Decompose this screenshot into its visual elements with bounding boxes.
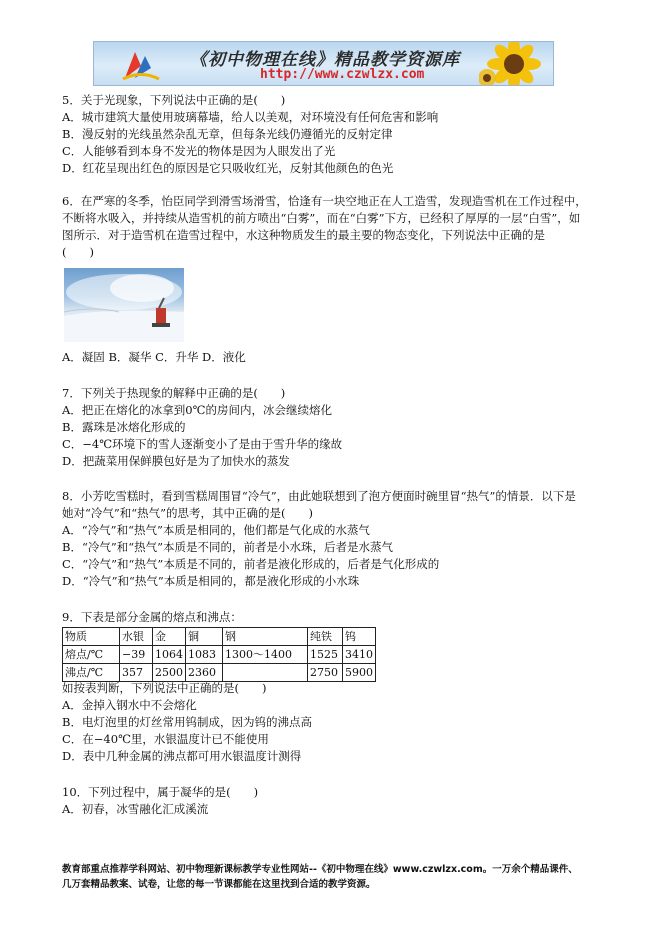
table-header-cell: 铜 (186, 628, 223, 646)
table-cell: 1083 (186, 646, 223, 664)
question-7-option-a: A．把正在熔化的冰拿到0℃的房间内，冰会继续熔化 (62, 403, 332, 417)
table-cell: 沸点/℃ (63, 664, 120, 682)
question-9-question: 如按表判断，下列说法中正确的是( ) (62, 681, 267, 695)
question-6-stem-line-3: 图所示．对于造雪机在造雪过程中，水这种物质发生的最主要的物态变化，下列说法中正确的是 (62, 228, 545, 242)
question-9-option-a: A．金掉入钢水中不会熔化 (62, 698, 197, 712)
question-7-option-b: B．露珠是冰熔化形成的 (62, 420, 186, 434)
question-6-stem-line-4: ( ) (62, 245, 94, 259)
question-5 (62, 92, 438, 177)
question-9-option-c: C．在−40℃里，水银温度计已不能使用 (62, 732, 269, 746)
table-header-cell: 钨 (343, 628, 376, 646)
table-cell (223, 664, 308, 682)
table-cell: 2500 (153, 664, 186, 682)
page-footer (62, 862, 622, 892)
table-row (63, 646, 376, 664)
table-header-cell: 金 (153, 628, 186, 646)
question-8-stem-line-1: 8．小芳吃雪糕时，看到雪糕周围冒“冷气”，由此她联想到了泡方便面时碗里冒“热气”的情景．以下是 (62, 489, 576, 503)
question-7-option-c: C．−4℃环境下的雪人逐渐变小了是由于雪升华的缘故 (62, 437, 343, 451)
sunflower-icon (479, 41, 549, 86)
question-10 (62, 784, 258, 818)
table-cell: 1064 (153, 646, 186, 664)
question-8-option-d: D．“冷气”和“热气”本质是相同的，都是液化形成的小水珠 (62, 574, 360, 588)
question-7 (62, 385, 342, 470)
question-5-option-d: D．红花呈现出红色的原因是它只吸收红光，反射其他颜色的色光 (62, 161, 394, 175)
question-5-option-a: A．城市建筑大量使用玻璃幕墙，给人以美观，对环境没有任何危害和影响 (62, 110, 439, 124)
table-row (63, 628, 376, 646)
question-7-option-d: D．把蔬菜用保鲜膜包好是为了加快水的蒸发 (62, 454, 290, 468)
table-cell: 3410 (343, 646, 376, 664)
question-6-options: A．凝固 B．凝华 C．升华 D．液化 (62, 350, 246, 364)
question-6 (62, 193, 587, 261)
question-5-stem: 5．关于光现象，下列说法中正确的是( ) (62, 93, 286, 107)
question-8 (62, 488, 576, 590)
table-cell: 1525 (308, 646, 343, 664)
question-9-option-b: B．电灯泡里的灯丝常用钨制成，因为钨的沸点高 (62, 715, 312, 729)
question-9-stem: 9．下表是部分金属的熔点和沸点： (62, 610, 242, 624)
table-cell: 2750 (308, 664, 343, 682)
question-10-option-a: A．初春，冰雪融化汇成溪流 (62, 802, 209, 816)
question-5-option-c: C．人能够看到本身不发光的物体是因为人眼发出了光 (62, 144, 336, 158)
snow-machine-photo (64, 268, 184, 342)
question-6-stem-line-2: 不断将水吸入，并持续从造雪机的前方喷出“白雾”，而在“白雾”下方，已经积了厚厚的一层“白雪”，如 (62, 211, 581, 225)
question-8-stem-line-2: 她对“冷气”和“热气”的思考，其中正确的是( ) (62, 506, 313, 520)
question-8-option-c: C．“冷气”和“热气”本质是不同的，前者是液化形成的，后者是气化形成的 (62, 557, 440, 571)
question-8-option-a: A．“冷气”和“热气”本质是相同的，他们都是气化成的水蒸气 (62, 523, 370, 537)
table-cell: 熔点/℃ (63, 646, 120, 664)
table-cell: 357 (120, 664, 153, 682)
table-cell: 2360 (186, 664, 223, 682)
question-9-body (62, 680, 312, 765)
table-cell: 5900 (343, 664, 376, 682)
footer-line-1: 教育部重点推荐学科网站、初中物理新课标教学专业性网站--《初中物理在线》www.czwlzx.com。一万余个精品课件、 (62, 864, 578, 875)
table-header-cell: 水银 (120, 628, 153, 646)
question-8-option-b: B．“冷气”和“热气”本质是不同的，前者是小水珠，后者是水蒸气 (62, 540, 393, 554)
banner-title: 《初中物理在线》精品教学资源库 (190, 50, 460, 70)
banner-url[interactable]: http://www.czwlzx.com (260, 67, 425, 82)
header-banner (93, 41, 554, 86)
table-header-cell: 纯铁 (308, 628, 343, 646)
metal-properties-table (62, 627, 376, 682)
question-7-stem: 7．下列关于热现象的解释中正确的是( ) (62, 386, 286, 400)
table-row (63, 664, 376, 682)
question-5-option-b: B．漫反射的光线虽然杂乱无章，但每条光线仍遵循光的反射定律 (62, 127, 393, 141)
footer-line-2: 几万套精品教案、试卷，让您的每一节课都能在这里找到合适的教学资源。 (62, 879, 376, 890)
question-9-option-d: D．表中几种金属的沸点都可用水银温度计测得 (62, 749, 302, 763)
table-header-cell: 物质 (63, 628, 120, 646)
site-logo-icon (121, 48, 161, 82)
table-cell: 1300～1400 (223, 646, 308, 664)
question-6-stem-line-1: 6．在严寒的冬季，怡臣同学到滑雪场滑雪，恰逢有一块空地正在人工造雪，发现造雪机在工作过程中， (62, 194, 587, 208)
question-10-stem: 10．下列过程中，属于凝华的是( ) (62, 785, 259, 799)
table-cell: −39 (120, 646, 153, 664)
table-header-cell: 钢 (223, 628, 308, 646)
snow-machine-icon (64, 268, 184, 342)
